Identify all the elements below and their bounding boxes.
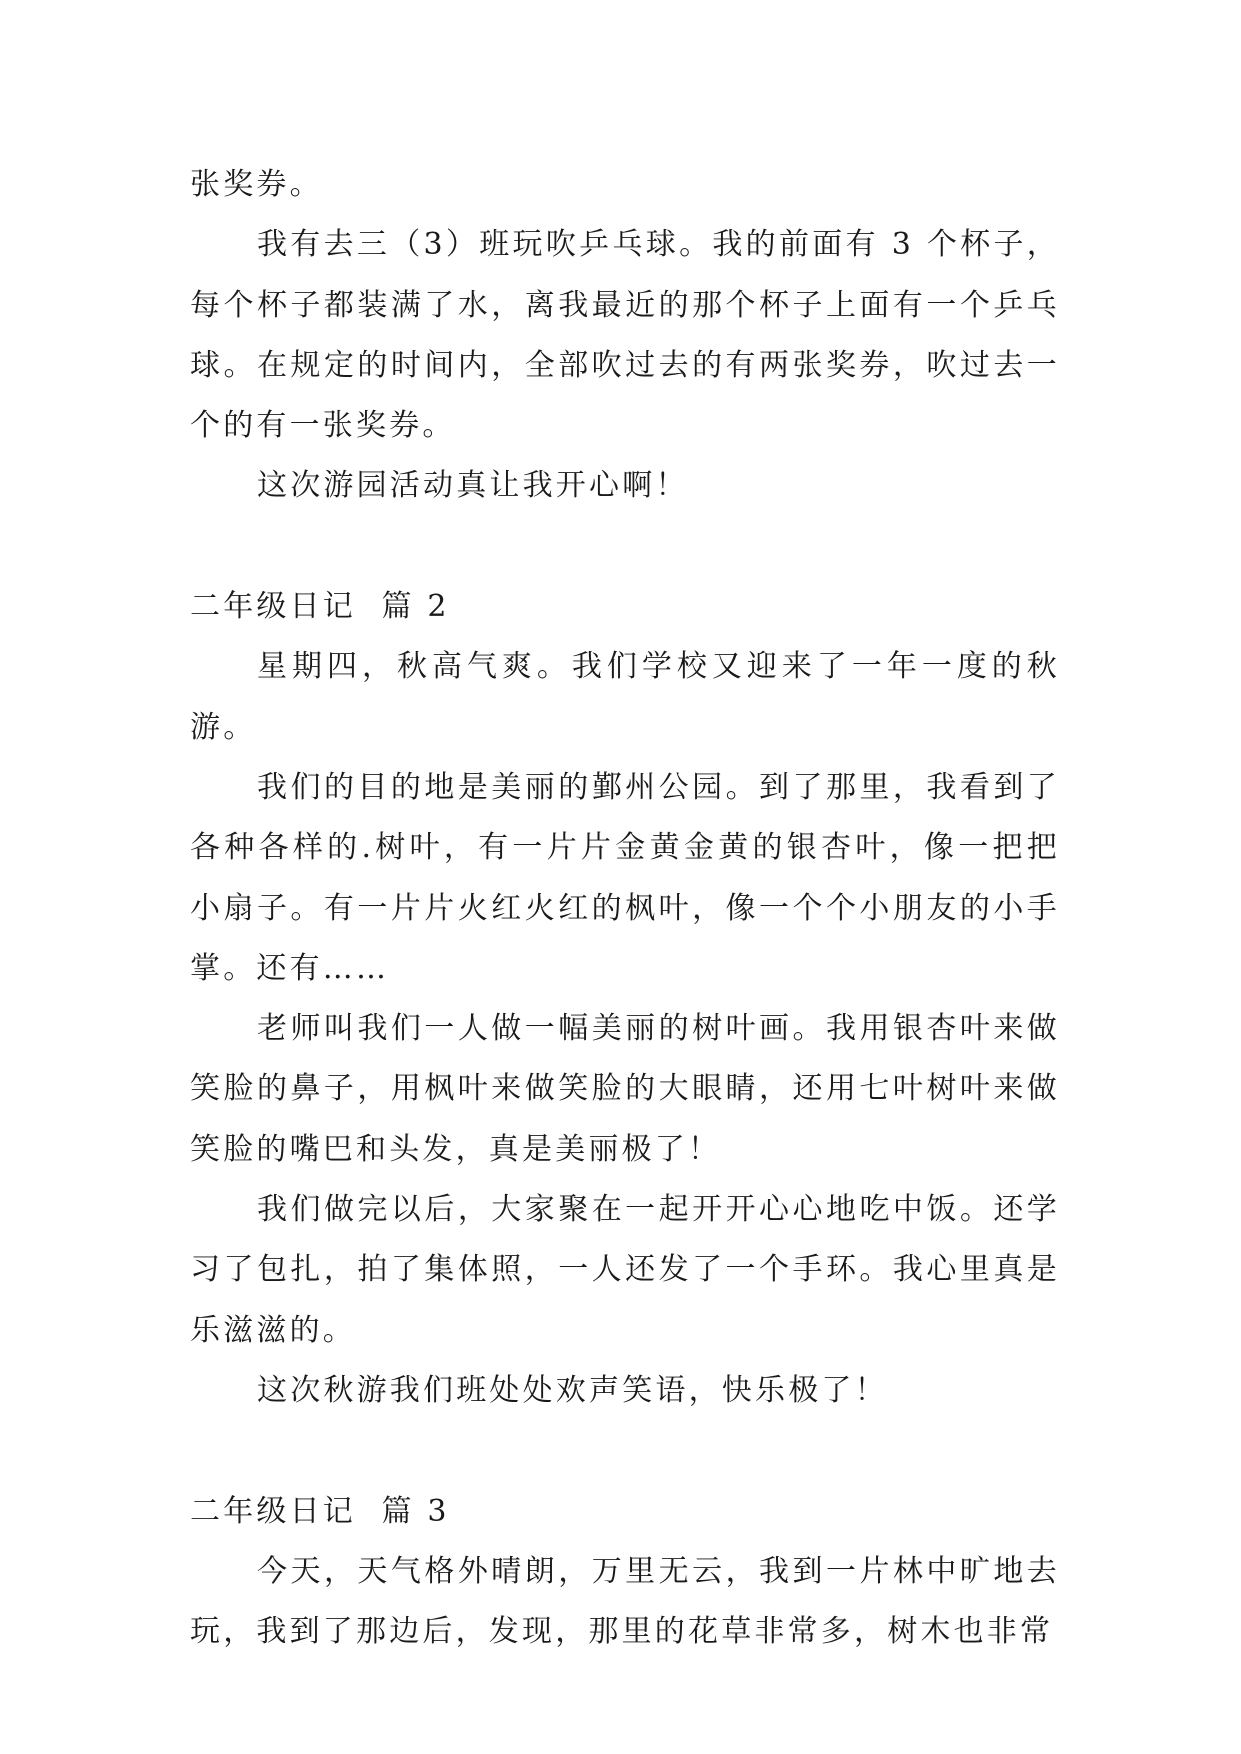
section-gap [190, 1421, 1060, 1481]
section-heading-3: 二年级日记 篇 3 [190, 1493, 450, 1529]
paragraph-ping-pong-game: 我有去三（3）班玩吹乒乓球。我的前面有 3 个杯子，每个杯子都装满了水，离我最近的那个杯子上面有一个乒乓球。在规定的时间内，全部吹过去的有两张奖券，吹过去一个的有一张奖券。 [190, 227, 1060, 444]
document-body [190, 155, 1060, 1662]
paragraph-continuation: 张奖券。 [190, 167, 323, 202]
section-gap [190, 517, 1060, 577]
paragraph-forest-clearing: 今天，天气格外晴朗，万里无云，我到一片林中旷地去玩，我到了那边后，发现，那里的花草非常多，树木也非常 [190, 1553, 1060, 1650]
paragraph-garden-party-conclusion: 这次游园活动真让我开心啊！ [257, 468, 689, 504]
paragraph-autumn-outing-conclusion: 这次秋游我们班处处欢声笑语，快乐极了！ [257, 1372, 888, 1408]
paragraph-park-leaves: 我们的目的地是美丽的鄞州公园。到了那里，我看到了各种各样的.树叶，有一片片金黄金黄的银杏叶，像一把把小扇子。有一片片火红火红的枫叶，像一个个小朋友的小手掌。还有…… [190, 769, 1060, 986]
paragraph-autumn-outing-intro: 星期四，秋高气爽。我们学校又迎来了一年一度的秋游。 [190, 649, 1060, 745]
paragraph-leaf-painting: 老师叫我们一人做一幅美丽的树叶画。我用银杏叶来做笑脸的鼻子，用枫叶来做笑脸的大眼睛，还用七叶树叶来做笑脸的嘴巴和头发，真是美丽极了！ [190, 1011, 1060, 1167]
paragraph-lunch: 我们做完以后，大家聚在一起开开心心地吃中饭。还学习了包扎，拍了集体照，一人还发了一个手环。我心里真是乐滋滋的。 [190, 1192, 1060, 1348]
section-heading-2: 二年级日记 篇 2 [190, 589, 450, 625]
